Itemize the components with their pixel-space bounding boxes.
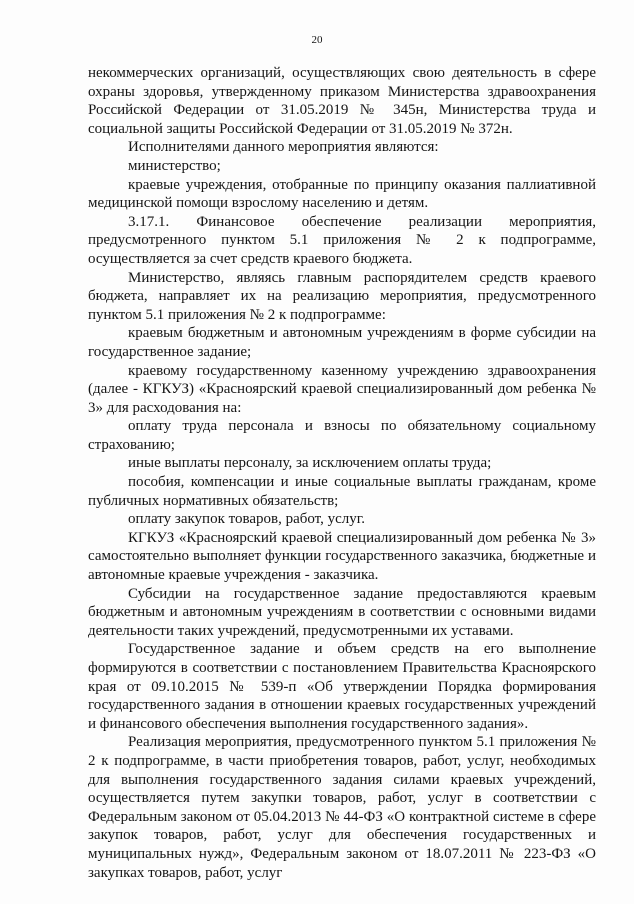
paragraph: некоммерческих организаций, осуществляющих свою деятельность в сфере охраны здоровья, утвержденному приказом Министерства здравоохранения Российской Федерации от 31.05.2019 № 345н, Министерства труда и социальной защиты Российской Федерации от 31.05.2019 № 372н. — [88, 65, 596, 137]
paragraph: краевым бюджетным и автономным учреждениям в форме субсидии на государственное задание; — [88, 325, 596, 360]
paragraph: КГКУЗ «Красноярский краевой специализированный дом ребенка № 3» самостоятельно выполняет функции государственного заказчика, бюджетные и автономные краевые учреждения - заказчика. — [88, 529, 596, 584]
paragraph: оплату закупок товаров, работ, услуг. — [128, 511, 365, 528]
paragraph: иные выплаты персоналу, за исключением оплаты труда; — [128, 455, 492, 472]
paragraph: краевому государственному казенному учреждению здравоохранения (далее - КГКУЗ) «Красноярский краевой специализированный дом ребенка № 3» для расходования на: — [88, 362, 596, 416]
paragraph: краевые учреждения, отобранные по принципу оказания паллиативной медицинской помощи взрослому населению и детям. — [88, 176, 596, 212]
paragraph: Реализация мероприятия, предусмотренного пунктом 5.1 приложения № 2 к подпрограмме, в части приобретения товаров, работ, услуг, необходимых для выполнения государственного задания силами краевых учреждений, осуществляется путем закупки товаров, работ, услуг в соответствии с Федеральным законом от 05.04.2013 № 44-ФЗ «О контрактной системе в сфере закупок товаров, работ, услуг для обеспечения государственных и муниципальных нужд», Федеральным законом от 18.07.2011 № 223-ФЗ «О закупках товаров, работ, услуг — [88, 734, 596, 881]
paragraph: министерство; — [128, 157, 221, 174]
paragraph: оплату труда персонала и взносы по обязательному социальному страхованию; — [88, 418, 596, 453]
paragraph: Субсидии на государственное задание предоставляются краевым бюджетным и автономным учреждениям в соответствии с основными видами деятельности таких учреждений, предусмотренными их уставами. — [88, 585, 596, 639]
page-number: 20 — [311, 34, 323, 46]
paragraph: 3.17.1. Финансовое обеспечение реализации мероприятия, предусмотренного пунктом 5.1 приложения № 2 к подпрограмме, осуществляется за счет средств краевого бюджета. — [88, 213, 596, 267]
paragraph: Исполнителями данного мероприятия являются: — [128, 139, 439, 156]
paragraph: Государственное задание и объем средств на его выполнение формируются в соответствии с постановлением Правительства Красноярского края от 09.10.2015 № 539-п «Об утверждении Порядка формирования государственного задания в отношении краевых государственных учреждений и финансового обеспечения выполнения государственного задания». — [88, 641, 596, 732]
document-body — [88, 64, 596, 882]
paragraph: пособия, компенсации и иные социальные выплаты гражданам, кроме публичных нормативных обязательств; — [88, 474, 596, 509]
paragraph: Министерство, являясь главным распорядителем средств краевого бюджета, направляет их на реализацию мероприятия, предусмотренного пунктом 5.1 приложения № 2 к подпрограмме: — [88, 269, 596, 323]
